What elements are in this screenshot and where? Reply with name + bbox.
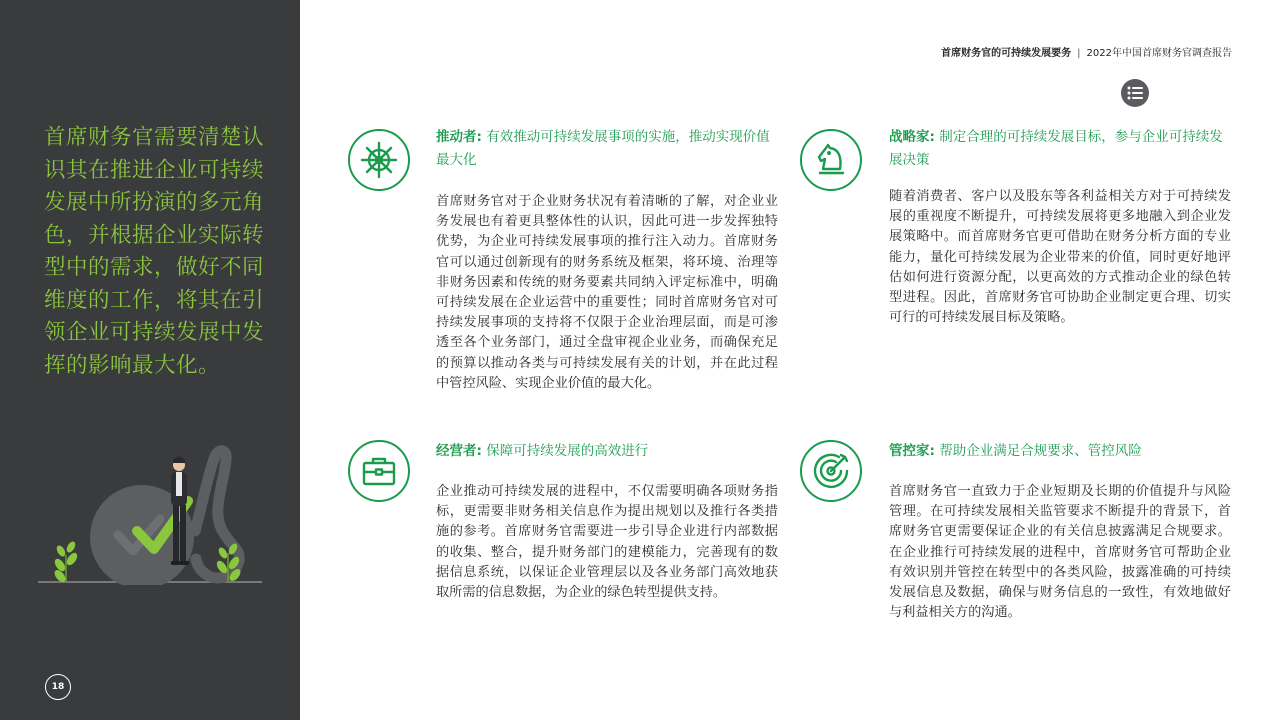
header-separator: | [1077, 48, 1081, 59]
role-driver-body: 首席财务官对于企业财务状况有着清晰的了解，对企业业务发展也有着更具整体性的认识，因此可进一步发挥独特优势，为企业可持续发展事项的推行注入动力。首席财务官可以通过创新现有的财务系统及框架，将环境、治理等非财务因素和传统的财务要素共同纳入评定标准中，明确可持续发展在企业运营中的重要性；同时首席财务官对可持续发展事项的支持将不仅限于企业治理层面，而是可渗透至各个业务部门，通过全盘审视企业业务，而确保充足的预算以推动各类与可持续发展有关的计划，并在此过程中管控风险、实现企业价值的最大化。 [436, 194, 778, 391]
role-subtitle: 保障可持续发展的高效进行 [486, 443, 649, 459]
role-label: 推动者: [436, 129, 482, 145]
report-section: 首席财务官的可持续发展要务 [941, 48, 1072, 59]
role-subtitle: 帮助企业满足合规要求、管控风险 [939, 443, 1142, 459]
role-controller-icon-badge [800, 440, 862, 502]
role-controller-title [889, 440, 1233, 463]
report-header [941, 44, 1232, 59]
role-operator-icon-badge [348, 440, 410, 502]
list-menu-icon [1127, 86, 1143, 100]
intro-statement: 首席财务官需要清楚认识其在推进企业可持续发展中所扮演的多元角色，并根据企业实际转型中的需求，做好不同维度的工作，将其在引领企业可持续发展中发挥的影响最大化。 [44, 125, 265, 378]
role-strategist-body: 随着消费者、客户以及股东等各利益相关方对于可持续发展的重视度不断提升，可持续发展将更多地融入到企业发展策略中。而首席财务官更可借助在财务分析方面的专业能力，量化可持续发展为企业带来的价值，同时更好地评估如何进行资源分配，以更高效的方式推动企业的绿色转型进程。因此，首席财务官可协助企业制定更合理、切实可行的可持续发展目标及策略。 [889, 189, 1231, 326]
page-number: 18 [45, 674, 71, 700]
role-label: 管控家: [889, 443, 935, 459]
role-driver-title [436, 126, 780, 172]
role-subtitle: 制定合理的可持续发展目标，参与企业可持续发展决策 [889, 129, 1223, 168]
radar-target-icon [811, 451, 851, 491]
chess-knight-icon [814, 142, 848, 178]
role-label: 经营者: [436, 443, 482, 459]
role-strategist-title [889, 126, 1233, 172]
briefcase-icon [361, 455, 397, 487]
role-driver-icon-badge [348, 129, 410, 191]
role-label: 战略家: [889, 129, 935, 145]
sidebar [0, 0, 300, 720]
role-operator-body: 企业推动可持续发展的进程中，不仅需要明确各项财务指标，更需要非财务相关信息作为提出规划以及推行各类措施的参考。首席财务官需要进一步引导企业进行内部数据的收集、整合，提升财务部门的建模能力，完善现有的数据信息系统，以保证企业管理层以及各业务部门高效地获取所需的信息数据，为企业的绿色转型提供支持。 [436, 484, 778, 601]
role-operator-title [436, 440, 780, 463]
role-strategist-icon-badge [800, 129, 862, 191]
menu-button[interactable] [1121, 79, 1149, 107]
role-controller-body: 首席财务官一直致力于企业短期及长期的价值提升与风险管理。在可持续发展相关监管要求不断提升的背景下，首席财务官更需要保证企业的有关信息披露满足合规要求。在企业推行可持续发展的进程中，首席财务官可帮助企业有效识别并管控在转型中的各类风险，披露准确的可持续发展信息及数据，确保与财务信息的一致性，有效地做好与利益相关方的沟通。 [889, 484, 1231, 621]
report-title: 2022年中国首席财务官调查报告 [1086, 48, 1232, 59]
role-subtitle: 有效推动可持续发展事项的实施，推动实现价值最大化 [436, 129, 770, 168]
checkmark-illustration [30, 445, 265, 585]
ship-wheel-icon [360, 141, 398, 179]
